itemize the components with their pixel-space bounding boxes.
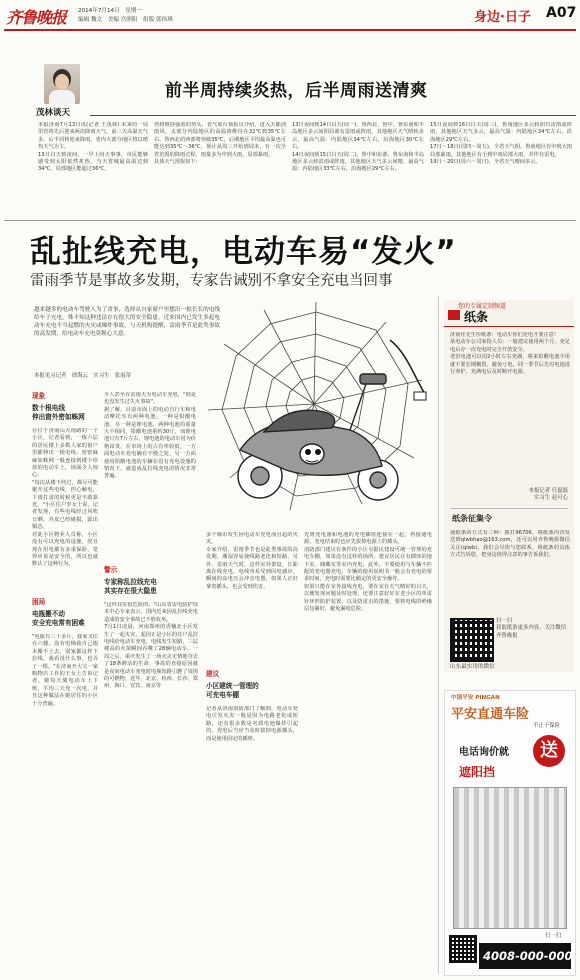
section-label-warning: 警示	[104, 566, 118, 574]
qr-text: 扫一扫 获取纸条更多内容，关注微信齐鲁晚报	[496, 618, 567, 639]
page-number: A07	[546, 5, 577, 21]
weather-col-1: 本报济南7月13日讯(记者 王茂林) 未来的一周里省将先后迎来两次降雨天气，前三天高温天气多，后半周将迎来降雨，省内大部分地区将以晴热天气为主。 13日白天到夜间，一早上闷天事事，市民能够感受到太阳依然炙热，当天省城最高温达到34℃，局部地区能超过36℃。	[38, 122, 148, 173]
masthead-date: 2014年7月14日 星期一	[78, 8, 143, 14]
section-title-dilemma: 电瓶搬不动 安全充电常有困难	[32, 610, 85, 627]
sidebar-title: 纸条	[464, 310, 489, 324]
body-advice: 记者从济南消防部门了解到，电动车充电引发火灾一般是因为电路老化或短路，还有很多数是劣质电池爆炸引起的，充电后当应当及时拔掉电源插头，而是使用固定的插座。	[206, 706, 298, 742]
section-label-phenomenon: 现象	[32, 392, 46, 400]
section-label-dilemma: 困局	[32, 598, 46, 606]
masthead-rule	[4, 29, 576, 31]
sidebar-divider	[450, 508, 568, 509]
weather-rule	[90, 115, 576, 116]
body-battery: 少人甚至在雷雨天为电动车充电，"倒是也没发生过失火事故"。 据了解，目前市面上的电动自行车和电动摩托车有两种电池，一种是铅酸电池，另一种是锂电池，两种电池的重量大不相同，铅酸电池重约30斤，而锂电池只有7斤左右，锂电池的电动车因为价格昂贵，在市场上的占有率较低，一方面电动车充电确有不便之处，另一方面使用铅酸电池的车辆在没有充电设施的情况下，就造成乱拉线充电的情况非常普遍。	[104, 392, 196, 480]
feature-byline: 本报见习记者 徐海云 实习生 张雨蒂	[34, 373, 132, 379]
feature-lead: 越来越多的电动车驾驶人为了省事，选择从自家窗户里摆出一根长长的电线给车子充电，殊不知这种违法存在很大的安全隐患。近来国内已发生多起电动车充电不当起燃的火灾或爆炸事故，与天机构提醒，雷雨季节是此类事故的高发期，给电动车充电莫粗心大意。	[34, 307, 220, 337]
call-body: 通纸条的方式有三种：拨打96706，将纸条内容发送到qlwbhao@163.com，还可以用齐鲁晚报微信关注(qlwb)，我们会尽快与您联系，将纸条的具体方式告诉您，把身边值得注意的事告诉我们。	[450, 530, 570, 559]
sidebar-body: 济南佳先生传纸条：电动车你们充电才要注意！ 某电动车公司家指人员：一般建议使用两个月，充足电后存一次充电时完全开放安全。 老旧电池可以用2小时左右充满，将来铅酸电池不用就不要长期搁置，避免亏电，同一季节后先对电池进行养护，充满电后及时断开电源。	[450, 332, 570, 376]
note-icon	[448, 310, 460, 320]
feature-illustration	[200, 300, 432, 524]
weather-col-3: 13日夜间到14日白天(周一)，鲁西北、鲁中、鲁东南和半岛地区多云间阴局部有雷雨或阵雨，其他地区天气晴转多云，最高气温：内陆地区34℃左右，沿海地区30℃左右。 14日夜间到15日白天(周二)，鲁中和东部、鲁东南和半岛地区多云转雷雨或阵雨，其他地区天气多云间晴，最高气温：内陆地区33℃左右，沿海地区29℃左右。	[292, 122, 424, 173]
masthead-staff: 编辑 魏文 美编 宫照阳 组版 郭伟琪	[78, 17, 173, 23]
ad-pingan[interactable]	[444, 690, 576, 976]
ad-qr-code[interactable]	[449, 935, 477, 963]
ad-phone: 4008-000-000	[483, 949, 573, 963]
column-rule	[438, 296, 439, 974]
feature-subheadline: 雷雨季节是事故多发期，专家告诫别不拿安全充电当回事	[30, 273, 393, 289]
body-phenomenon: 在位于济南山大南路的一个小区，记者看到，一栋六层的居民楼上多数人家的窗户里都伸出一根电线，密密麻麻如蛛网一般连接到楼下停放的电动车上，场面令人惊心。 "每次从楼下经过，都尽可能避开这些电线，担心触电，下雨打雷的时候更是不敢靠近。"小区住户李女士说，记者发现，有些电线经过风吹日晒，外皮已经破损，露出铜芯。 对此小区物业人员称，小区没有可以充电的设施，况且现在用电都有多重保险，觉得应该是安全的，所以也就默认了这种行为。	[32, 428, 98, 568]
ad-line-2: 遮阳挡	[459, 765, 496, 779]
weather-headline: 前半周持续炎热，后半周雨送清爽	[165, 81, 428, 101]
section-divider	[4, 220, 576, 221]
qr-code[interactable]	[450, 618, 494, 662]
body-fire-dept: 先将充电器和电池的充电插座连接在一起，再接通电源，充电结束时也应先拔掉电源上的插头。 消防部门建议有条件的小区另据民建设可统一管理的充电车棚，如果没有这样的场所，建议居民在有插座的地下室、储藏室等室内充电，此外，不要使用与车辆不匹配的充电器充电，车辆的使用说明书一般会有充电的要求时间，充电时需要比额定的更安全操作。 如果只能在室外接线充电，要在室在天气晴好的白天，以便发现问题及时处理，还要注意好好在老小区的单雷针环形防护装置，以及防雷击的措施，要将电线的绝缘层包裹好，避免漏电危险。	[304, 532, 432, 613]
masthead	[0, 0, 580, 32]
ad-title: 平安直通车险	[451, 707, 530, 722]
weather-col-2: 仍将维持强劲的势头，省气象台预报员介绍，进入天都剑雨风，太部分内陆地区的高温将维持在32℃到35℃左右，鲁西北的西部将突破35℃，后期地区平均最高温也可能达到35℃～36℃，预计从周三开始到周末，有一次全省范围的降雨过程，雨量多为中到大雨，局部暴雨。 具体天气预报如下：	[154, 122, 286, 166]
body-warning: "这样其实很危险的。"山东省雷电防护技术中心专家表示，国内近来因乱拉线充电造成的安全事故已不胜枚举。 7月1日凌晨，河南郑州的香楠北小区发生了一起火灾，起因正是小区的住户乱拉电线给电动车充电，电线发生短路，三层楼高的火苗瞬间吞噬了28辆电动车，一周之后，重庆发生了一场火灾无情地夺去了18条鲜活的生命，事故的直接原因就是夜间电动车充电时电瓶短路引燃了周围的可燃物，近年，北京、杭州、长沙、郑州、海口、宜宾、南京等	[104, 602, 198, 690]
ad-scan: 扫一扫	[545, 933, 562, 939]
spiderweb-scooter-illustration	[200, 300, 432, 524]
body-expert: 多个城市发生因电动车充电而引起的火灾。 专家介绍，雷雨季节也是此类事故的高发期，潮湿容易使线路老化和短路，另外，雷雨天气时，这样室外架设，长距离在线充电，电线容易受到闪电感应，瞬间的高电压会冲击电器，如果人正好拿着插头，也会受到伤害。	[206, 532, 298, 590]
sunshade-image	[453, 787, 567, 929]
sidebar-header: 您的专属定制频道	[458, 303, 507, 310]
masthead-logo: 齐鲁晚报	[6, 8, 67, 27]
section-label-advice: 建议	[206, 670, 220, 678]
ad-slogan: 不止于保险	[533, 723, 560, 729]
section-title-phenomenon: 数十根电线 伸出窗外密如蛛网	[32, 404, 85, 421]
ad-brand: 中国平安 PINGAN	[451, 695, 500, 701]
section-label: 身边·日子	[474, 10, 531, 25]
sidebar-note	[444, 300, 574, 672]
ad-badge: 送	[533, 735, 565, 767]
columnist-name: 茂林谈天	[36, 108, 71, 118]
qr-caption: 山东最实用的微信	[450, 664, 495, 670]
ad-line-1: 电话询价就	[459, 747, 509, 758]
sidebar-title-rule	[444, 326, 574, 327]
call-title: 纸条征集令	[452, 514, 492, 523]
weather-col-4: 15日夜间到16日白天(周三)，鲁南地区多云转阴有雷雨或阵雨，其他地区天气多云，最高气温：内陆地区34℃左右，沿海地区29℃左右。 17日～18日(周四～周五)，全省天气阴，鲁南地区有中到大雨局部暴雨，其他地区有小到中雨局部大雨，并伴有雷电。 19日～20日(周六～周日)，全省天气晴间多云。	[430, 122, 572, 166]
sidebar-byline: 本报记者 任磊磊 实习生 赵可心	[528, 488, 568, 502]
columnist-photo	[44, 64, 80, 104]
body-dilemma: "电瓶有三十多斤，我家又住在六楼，没有电梯我自己根本搬不上去，别家都这样下拉线，我看没什么事，也弄了一根。"在济南开大宝一家购物店工作的王女士告诉记者，她每天骑电动车上下班，平均三天充一次电，并且这种做法在她居住的小区十分普遍。	[32, 634, 98, 707]
section-title-warning: 专家称乱拉线充电 其实存在很大隐患	[104, 578, 157, 595]
section-title-advice: 小区建统一管理的 可充电车棚	[206, 682, 259, 699]
feature-headline: 乱扯线充电，电动车易“发火”	[30, 234, 457, 270]
